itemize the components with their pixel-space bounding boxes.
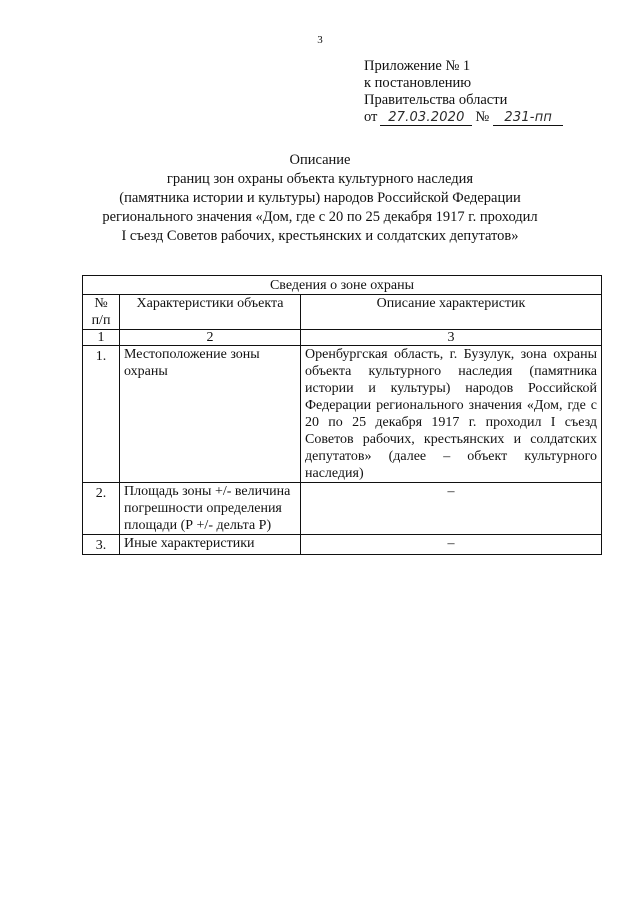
- title-line-1: Описание: [289, 152, 351, 168]
- table-caption-row: [83, 276, 602, 295]
- row-characteristic: Иные характеристики: [120, 535, 301, 555]
- header-description: Описание характеристик: [301, 295, 602, 330]
- appendix-title: Приложение № 1: [364, 58, 471, 74]
- index-col-2: 2: [120, 330, 301, 346]
- number-prefix: №: [475, 109, 490, 125]
- table-index-row: [83, 330, 602, 346]
- title-line-2: границ зон охраны объекта культурного наследия: [166, 171, 474, 187]
- row-characteristic: Площадь зоны +/- величина погрешности определения площади (Р +/- дельта Р): [120, 483, 301, 535]
- row-number: 3.: [83, 535, 120, 555]
- appendix-date-number-line: [364, 109, 563, 126]
- row-description: –: [301, 483, 602, 535]
- row-number: 2.: [83, 483, 120, 535]
- index-col-1: 1: [83, 330, 120, 346]
- row-characteristic: Местоположение зоны охраны: [120, 346, 301, 483]
- appendix-resolution: к постановлению: [364, 75, 472, 91]
- index-col-3: 3: [301, 330, 602, 346]
- appendix-block: [364, 58, 563, 126]
- row-description: Оренбургская область, г. Бузулук, зона охраны объекта культурного наследия (памятника истории и культуры) народов Российской Федерации регионального значения «Дом, где с 20 по 25 декабря 1917 г. проходил I съезд Советов рабочих, крестьянских и солдатских депутатов» (далее – объект культурного наследия): [301, 346, 602, 483]
- handwritten-number: 231-пп: [493, 111, 563, 126]
- header-num: № п/п: [83, 295, 120, 330]
- appendix-government: Правительства области: [364, 92, 508, 108]
- title-line-5: I съезд Советов рабочих, крестьянских и солдатских депутатов»: [121, 228, 519, 244]
- header-characteristics: Характеристики объекта: [120, 295, 301, 330]
- document-title: [80, 151, 560, 246]
- handwritten-date: 27.03.2020: [380, 111, 472, 126]
- table-row: [83, 346, 602, 483]
- protection-zone-table: [82, 275, 602, 555]
- page-number: 3: [317, 34, 323, 46]
- title-line-3: (памятника истории и культуры) народов Российской Федерации: [119, 190, 521, 206]
- title-line-4: регионального значения «Дом, где с 20 по 25 декабря 1917 г. проходил: [102, 209, 538, 225]
- table-row: [83, 535, 602, 555]
- row-number: 1.: [83, 346, 120, 483]
- date-prefix: от: [364, 109, 378, 125]
- table-header-row: [83, 295, 602, 330]
- table-row: [83, 483, 602, 535]
- table-caption: Сведения о зоне охраны: [83, 276, 602, 295]
- row-description: –: [301, 535, 602, 555]
